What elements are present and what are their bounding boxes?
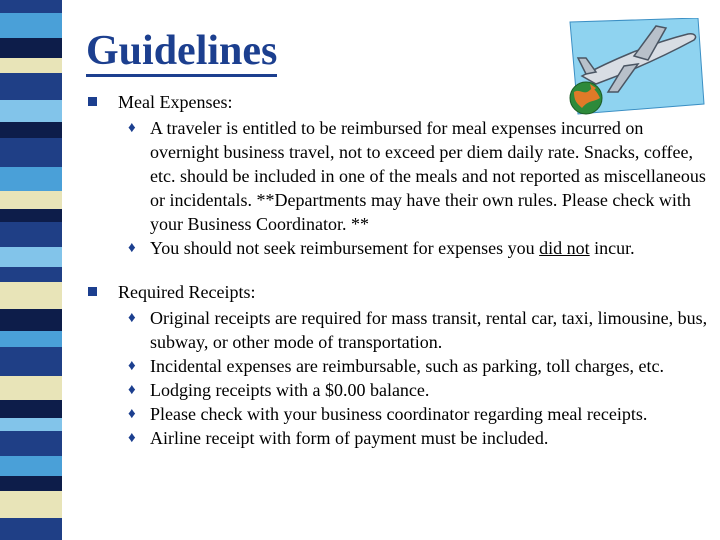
list-item <box>118 378 708 402</box>
stripe-segment <box>0 431 62 456</box>
section-meal-expenses <box>88 90 708 260</box>
stripe-segment <box>0 418 62 431</box>
stripe-segment <box>0 191 62 209</box>
list-item <box>118 354 708 378</box>
diamond-bullet-icon: ♦ <box>128 310 136 326</box>
square-bullet-icon <box>88 97 97 106</box>
slide-content <box>88 90 708 470</box>
list-item <box>118 116 708 236</box>
diamond-bullet-icon: ♦ <box>128 382 136 398</box>
section-heading: Required Receipts: <box>118 282 256 302</box>
section-required-receipts <box>88 280 708 450</box>
list-item-text: Airline receipt with form of payment must be included. <box>150 428 549 448</box>
stripe-segment <box>0 58 62 73</box>
stripe-segment <box>0 309 62 331</box>
stripe-segment <box>0 247 62 267</box>
stripe-segment <box>0 138 62 167</box>
section-heading: Meal Expenses: <box>118 92 233 112</box>
stripe-segment <box>0 122 62 138</box>
square-bullet-icon <box>88 287 97 296</box>
diamond-bullet-icon: ♦ <box>128 240 136 256</box>
diamond-bullet-icon: ♦ <box>128 430 136 446</box>
stripe-segment <box>0 222 62 247</box>
stripe-segment <box>0 282 62 309</box>
stripe-segment <box>0 376 62 400</box>
stripe-segment <box>0 167 62 191</box>
stripe-segment <box>0 100 62 122</box>
stripe-segment <box>0 491 62 518</box>
list-item <box>118 236 708 260</box>
list-item-text: Original receipts are required for mass transit, rental car, taxi, limousine, bus, subway, or other mode of transportation. <box>150 308 708 352</box>
stripe-segment <box>0 0 62 13</box>
list-item-text: Lodging receipts with a $0.00 balance. <box>150 380 430 400</box>
list-item-text-start: You should not seek reimbursement for expenses you <box>150 238 540 258</box>
sub-list <box>118 116 708 260</box>
sub-list <box>118 306 708 450</box>
list-item <box>118 402 708 426</box>
list-item-text: Incidental expenses are reimbursable, such as parking, toll charges, etc. <box>150 356 664 376</box>
list-item <box>118 306 708 354</box>
stripe-segment <box>0 400 62 418</box>
stripe-segment <box>0 518 62 540</box>
stripe-segment <box>0 209 62 222</box>
stripe-segment <box>0 476 62 491</box>
underlined-phrase: did not <box>539 238 590 258</box>
stripe-segment <box>0 73 62 100</box>
list-item-text: Please check with your business coordinator regarding meal receipts. <box>150 404 648 424</box>
stripe-segment <box>0 347 62 376</box>
diamond-bullet-icon: ♦ <box>128 120 136 136</box>
list-item-text-end: incur. <box>589 238 635 258</box>
list-item <box>118 426 708 450</box>
slide-title: Guidelines <box>86 28 277 77</box>
decorative-stripe-bar <box>0 0 62 540</box>
stripe-segment <box>0 13 62 38</box>
diamond-bullet-icon: ♦ <box>128 406 136 422</box>
list-item-text: A traveler is entitled to be reimbursed for meal expenses incurred on overnight business travel, not to exceed per diem daily rate. Snacks, coffee, etc. should be included in one of the meals and not reported as miscellaneous or incidentals. **Departments may have their own rules. Please check with your Business Coordinator. ** <box>150 118 706 234</box>
stripe-segment <box>0 456 62 476</box>
diamond-bullet-icon: ♦ <box>128 358 136 374</box>
stripe-segment <box>0 267 62 282</box>
stripe-segment <box>0 38 62 58</box>
stripe-segment <box>0 331 62 347</box>
